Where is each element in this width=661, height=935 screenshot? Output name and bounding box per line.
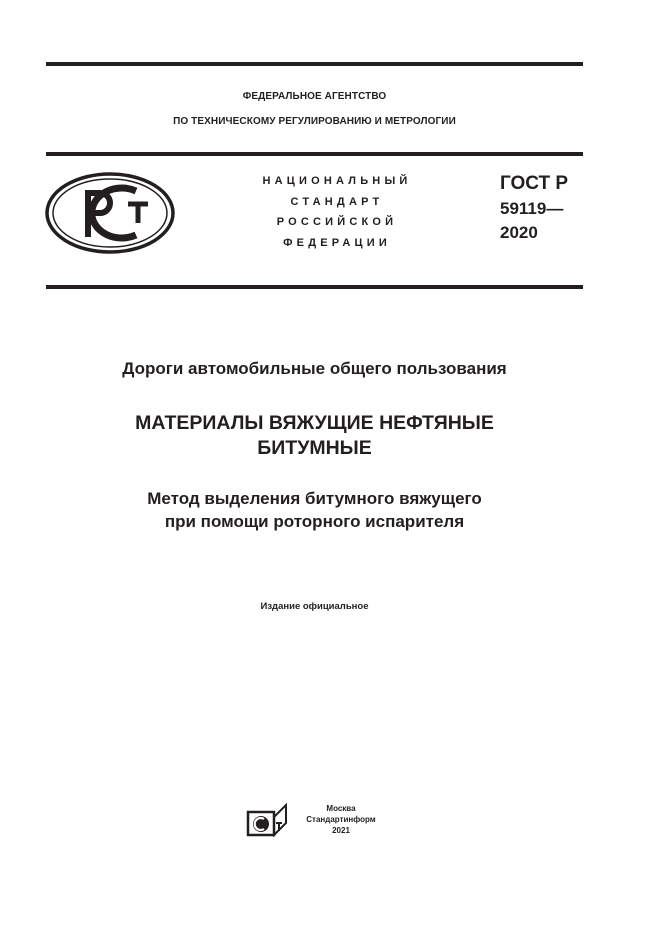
standartinform-logo-icon — [246, 803, 290, 837]
publisher-year: 2021 — [332, 826, 350, 835]
agency-name-line-2: ПО ТЕХНИЧЕСКОМУ РЕГУЛИРОВАНИЮ И МЕТРОЛОГИИ — [173, 116, 456, 127]
publisher-city: Москва — [326, 804, 356, 813]
gost-number: 59119— — [500, 199, 564, 218]
agency-name-line-1: ФЕДЕРАЛЬНОЕ АГЕНТСТВО — [242, 91, 387, 102]
publisher-name: Стандартинформ — [306, 815, 376, 824]
document-method-title — [46, 487, 583, 533]
document-main-title — [46, 411, 583, 461]
document-subtitle: Дороги автомобильные общего пользования — [122, 359, 507, 378]
header-divider-rule — [46, 152, 583, 156]
standard-block-bottom-rule — [46, 285, 583, 289]
main-title-line-2: БИТУМНЫЕ — [257, 437, 372, 459]
gost-designation — [500, 171, 568, 245]
main-title-line-1: МАТЕРИАЛЫ ВЯЖУЩИЕ НЕФТЯНЫЕ — [135, 412, 494, 434]
gost-year: 2020 — [500, 223, 538, 242]
top-rule — [46, 62, 583, 66]
national-line-3: РОССИЙСКОЙ — [276, 216, 398, 228]
edition-note: Издание официальное — [260, 601, 369, 612]
method-title-line-1: Метод выделения битумного вяжущего — [147, 489, 482, 508]
publisher-info — [304, 803, 378, 836]
national-line-2: СТАНДАРТ — [290, 195, 384, 208]
gost-label: ГОСТ Р — [500, 173, 569, 194]
method-title-line-2: при помощи роторного испарителя — [164, 512, 465, 531]
national-standard-label — [234, 171, 440, 253]
national-line-4: ФЕДЕРАЦИИ — [283, 236, 391, 249]
national-line-1: НАЦИОНАЛЬНЫЙ — [262, 175, 412, 187]
rst-emblem-icon — [44, 171, 176, 255]
